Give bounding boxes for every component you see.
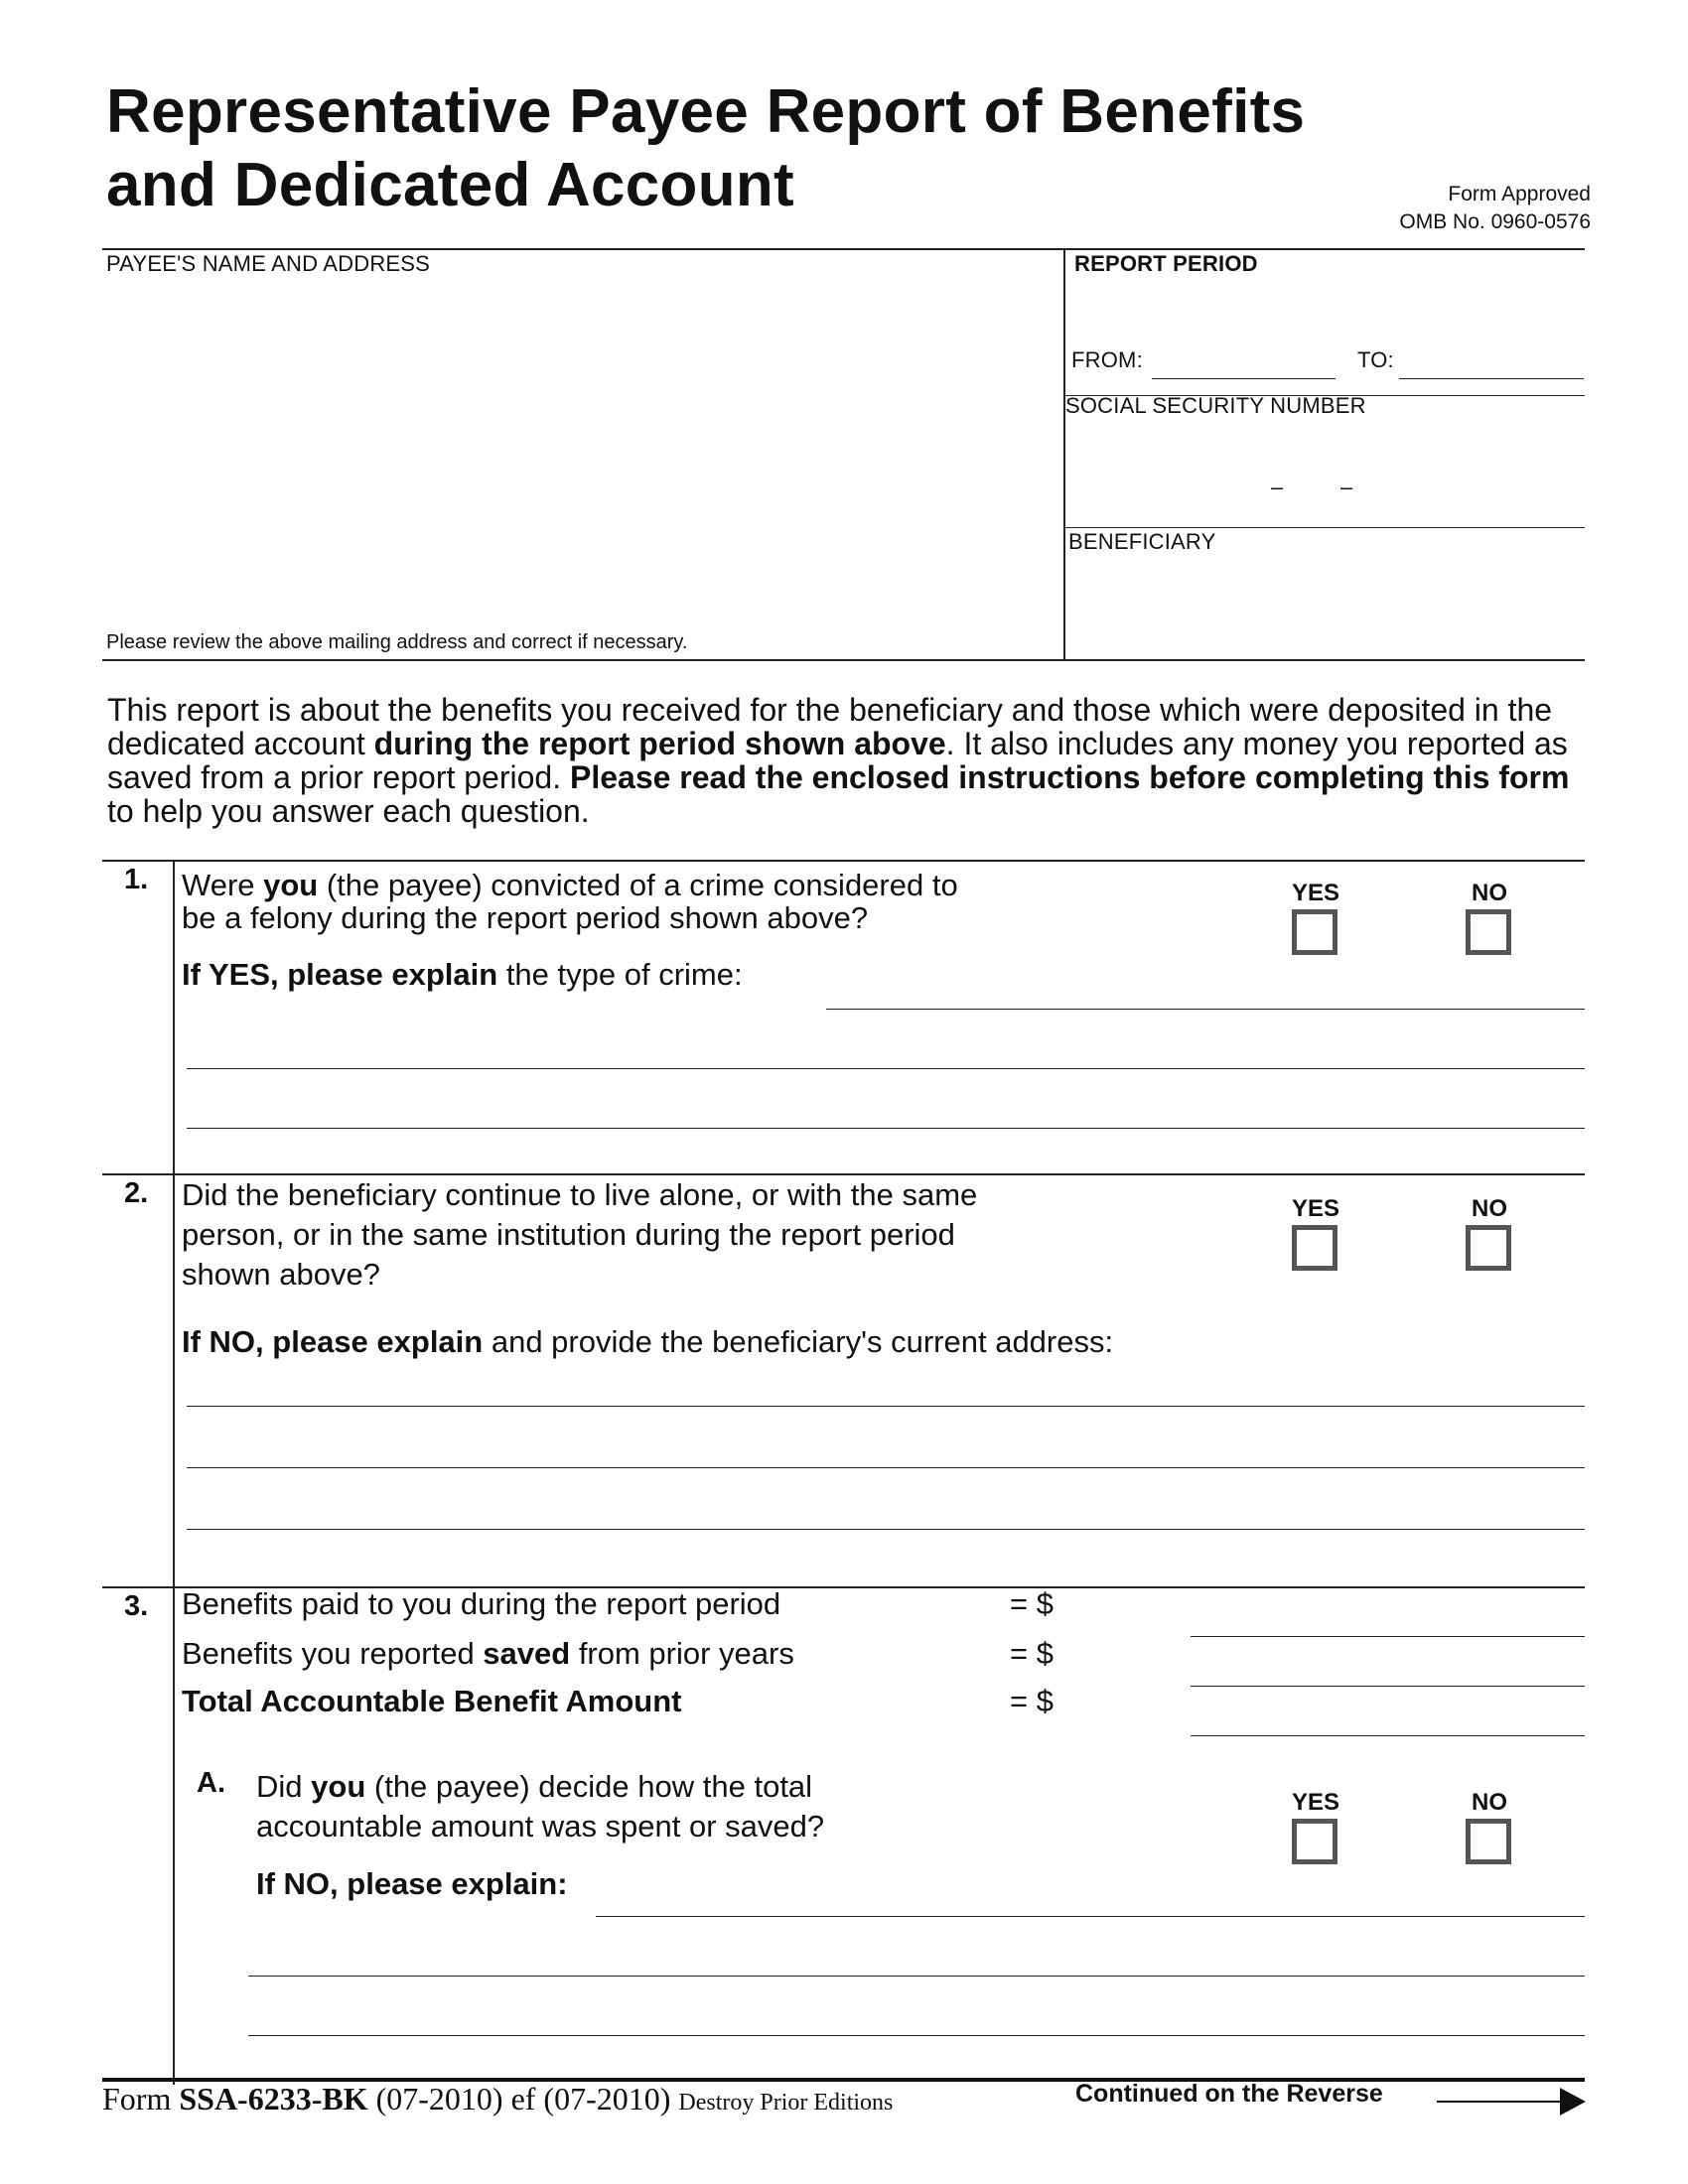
q3-row-2-a: Benefits you reported [182,1636,484,1671]
benefits-paid-amount-field[interactable] [1191,1600,1585,1634]
q3a-explain-line-1 [596,1916,1585,1917]
from-date-line [1152,378,1336,379]
top-box-bottom-rule [102,659,1585,661]
q1-number: 1. [124,864,149,895]
form-title-line-1: Representative Payee Report of Benefits [106,77,1306,146]
top-box-top-rule [102,248,1585,250]
q3-row-2-bold: saved [483,1636,571,1671]
q3a-explain-line-3 [248,2035,1585,2036]
q2-explain-field-1[interactable] [187,1370,1585,1404]
q2-explain-line-1 [187,1406,1585,1407]
ssn-dash-2: – [1340,475,1353,499]
q3-row-2-line [1191,1686,1585,1687]
q3-row-2-b: from prior years [570,1636,794,1671]
q2-explain-field-3[interactable] [187,1493,1585,1527]
ssn-label: SOCIAL SECURITY NUMBER [1065,393,1366,418]
q2-yes-checkbox[interactable] [1292,1225,1337,1271]
q1-explain-bold: If YES, please explain [182,957,498,992]
q1-explain-field-1[interactable] [826,973,1585,1007]
q1-yes-label: YES [1292,880,1340,906]
q3-row-benefits-paid-label: Benefits paid to you during the report period [182,1586,781,1621]
q3a-line-1-b: (the payee) decide how the total [365,1769,813,1804]
q2-question [182,1175,977,1295]
q3a-letter: A. [197,1767,225,1799]
q2-explain-bold: If NO, please explain [182,1324,484,1359]
q3a-explain-field-3[interactable] [248,1999,1585,2033]
q1-explain-line-3 [187,1128,1585,1129]
from-date-field[interactable] [1152,342,1336,376]
q2-yes-label: YES [1292,1195,1340,1222]
q3-row-total-label: Total Accountable Benefit Amount [182,1684,682,1718]
form-approval-block [1399,181,1591,236]
from-label: FROM: [1071,347,1143,372]
q1-no-label: NO [1472,880,1507,906]
q1-explain-line-1 [826,1009,1585,1010]
q3a-line-1-a: Did [256,1769,312,1804]
q3a-explain-field-2[interactable] [248,1940,1585,1974]
form-title [106,75,1305,222]
q1-question [182,866,958,938]
q1-line-1-bold: you [263,868,319,902]
destroy-prior-editions: Destroy Prior Editions [678,2090,894,2116]
q2-line-3: shown above? [182,1257,380,1292]
q3-number: 3. [124,1590,149,1622]
beneficiary-field[interactable] [1067,561,1582,655]
intro-paragraph [107,693,1577,828]
q2-explain-rest: and provide the beneficiary's current address: [483,1324,1114,1359]
q3a-line-1-bold: you [311,1769,366,1804]
total-accountable-amount-field[interactable] [1191,1700,1585,1733]
form-id-footer [102,2081,893,2117]
intro-text-3: to help you answer each question. [107,793,590,829]
q3a-line-2: accountable amount was spent or saved? [256,1809,825,1843]
q3a-yes-checkbox[interactable] [1292,1819,1337,1864]
q1-line-1-b: (the payee) convicted of a crime considered to [318,868,958,902]
q2-line-1: Did the beneficiary continue to live alone, or with the same [182,1177,978,1212]
q3a-no-checkbox[interactable] [1466,1819,1511,1864]
q3a-explain-field-1[interactable] [596,1880,1585,1914]
q1-explain-field-2[interactable] [187,1032,1585,1066]
form-approved-text: Form Approved [1448,183,1591,205]
form-title-line-2: and Dedicated Account [106,151,794,219]
ssn-bottom-rule [1065,527,1585,528]
form-id: SSA-6233-BK [179,2081,368,2116]
q3a-yes-label: YES [1292,1789,1340,1816]
q1-explain-field-3[interactable] [187,1092,1585,1126]
q3-row-3-equals: = $ [1010,1684,1054,1718]
intro-text-1: This report is about the benefits you received for the beneficiary and those which were deposited in the dedicated account [107,692,1553,761]
form-prefix: Form [102,2081,180,2116]
arrow-right-icon [1437,2085,1588,2118]
q3a-no-label: NO [1472,1789,1507,1816]
top-box-divider [1063,248,1065,659]
q3-row-1-line [1191,1636,1585,1637]
address-review-note: Please review the above mailing address and correct if necessary. [106,631,688,653]
ssn-dash-1: – [1271,475,1284,499]
q3-row-benefits-saved-label [182,1634,794,1674]
q3-row-1-equals: = $ [1010,1586,1054,1621]
q1-line-1-a: Were [182,868,264,902]
q3a-explain-line-2 [248,1976,1585,1977]
payee-name-address-field[interactable] [104,278,1053,625]
q2-explain-field-2[interactable] [187,1432,1585,1465]
q3a-question [256,1767,824,1846]
q1-no-checkbox[interactable] [1466,909,1511,955]
q2-explain-prompt [182,1322,1113,1362]
q2-no-checkbox[interactable] [1466,1225,1511,1271]
q3a-explain-prompt: If NO, please explain: [256,1866,568,1901]
q1-explain-prompt [182,955,743,995]
q1-line-2: be a felony during the report period shown above? [182,900,869,935]
q1-explain-line-2 [187,1068,1585,1069]
q1-top-rule [102,860,1585,862]
q2-line-2: person, or in the same institution during the report period [182,1217,955,1252]
intro-bold-2: Please read the enclosed instructions before completing this form [569,759,1570,795]
q2-no-label: NO [1472,1195,1507,1222]
beneficiary-label: BENEFICIARY [1068,529,1216,554]
report-period-label: REPORT PERIOD [1074,251,1258,276]
benefits-saved-amount-field[interactable] [1191,1650,1585,1684]
q2-explain-line-2 [187,1467,1585,1468]
intro-bold-1: during the report period shown above [373,726,946,761]
to-date-line [1399,378,1584,379]
q2-number: 2. [124,1177,149,1209]
q1-yes-checkbox[interactable] [1292,909,1337,955]
intro-text-2: . It also includes any money you reported as saved from a prior report period. [107,726,1568,795]
to-label: TO: [1357,347,1394,372]
q3-row-2-equals: = $ [1010,1636,1054,1671]
questions-left-rule [173,860,175,2085]
continued-on-reverse: Continued on the Reverse [1075,2080,1383,2108]
q3-row-3-line [1191,1735,1585,1736]
omb-number: OMB No. 0960-0576 [1399,210,1591,233]
ssn-field[interactable] [1067,427,1582,521]
to-date-field[interactable] [1399,342,1584,376]
q2-explain-line-3 [187,1529,1585,1530]
q3a-line-1 [256,1767,824,1807]
q1-explain-rest: the type of crime: [497,957,743,992]
payee-name-address-label: PAYEE'S NAME AND ADDRESS [106,251,431,276]
form-dates: (07-2010) ef (07-2010) [367,2081,679,2116]
